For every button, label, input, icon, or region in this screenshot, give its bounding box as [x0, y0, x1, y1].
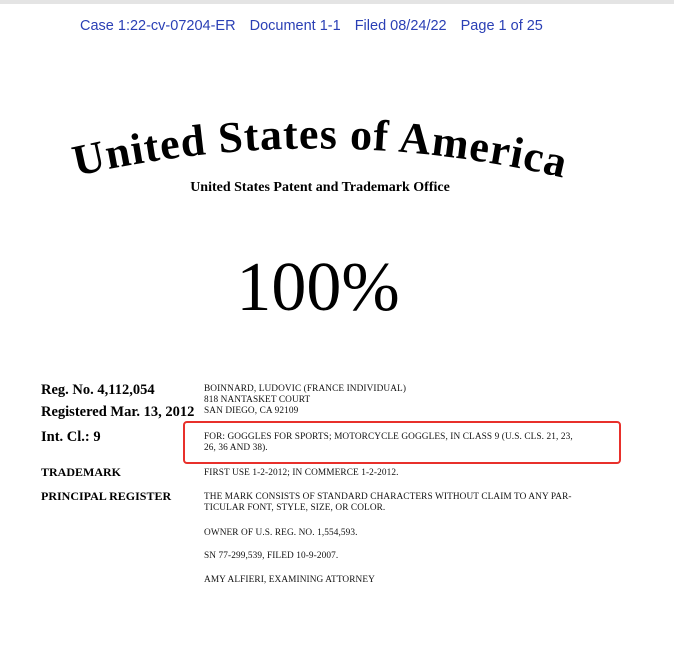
banner-subtitle: United States Patent and Trademark Office: [190, 180, 450, 195]
goods-line-1: FOR: GOGGLES FOR SPORTS; MOTORCYCLE GOGGLES, IN CLASS 9 (U.S. CLS. 21, 23,: [204, 432, 573, 442]
document-number: Document 1-1: [249, 18, 341, 34]
international-class: Int. Cl.: 9: [41, 429, 101, 445]
filed-date: Filed 08/24/22: [354, 18, 447, 34]
mark-description-line-2: TICULAR FONT, STYLE, SIZE, OR COLOR.: [204, 503, 386, 513]
trademark-mark-text: 100%: [236, 249, 400, 326]
goods-highlight-box: [183, 421, 621, 464]
banner-art: [40, 105, 600, 205]
case-header: [80, 18, 553, 34]
serial-number: SN 77-299,539, FILED 10-9-2007.: [204, 551, 339, 561]
principal-register: PRINCIPAL REGISTER: [41, 489, 172, 503]
case-number: Case 1:22-cv-07204-ER: [80, 18, 236, 34]
page-number: Page 1 of 25: [460, 18, 543, 34]
uspto-banner: [40, 105, 600, 205]
owner-street: 818 NANTASKET COURT: [204, 395, 311, 405]
reg-number: Reg. No. 4,112,054: [41, 382, 155, 398]
owner-name: BOINNARD, LUDOVIC (FRANCE INDIVIDUAL): [204, 384, 407, 394]
owner-block: [204, 384, 604, 417]
mark-description-line-1: THE MARK CONSISTS OF STANDARD CHARACTERS WITHOUT CLAIM TO ANY PAR-: [204, 492, 572, 502]
page-top-edge: [0, 0, 674, 4]
banner-title: United States of America: [67, 109, 573, 188]
owner-city: SAN DIEGO, CA 92109: [204, 406, 299, 416]
mark-description: [204, 492, 604, 514]
prior-registration: OWNER OF U.S. REG. NO. 1,554,593.: [204, 528, 358, 538]
examining-attorney: AMY ALFIERI, EXAMINING ATTORNEY: [204, 575, 375, 585]
first-use: FIRST USE 1-2-2012; IN COMMERCE 1-2-2012.: [204, 468, 399, 478]
registration-date: Registered Mar. 13, 2012: [41, 404, 195, 420]
goods-line-2: 26, 36 AND 38).: [204, 443, 268, 453]
register-type: TRADEMARK: [41, 465, 121, 479]
